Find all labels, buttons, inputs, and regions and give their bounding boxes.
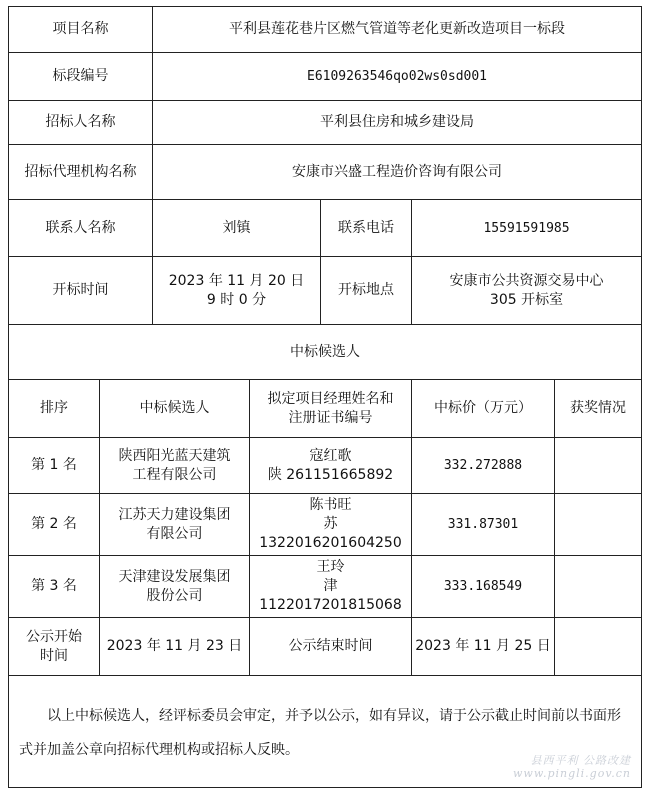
header-candidate: 中标候选人 <box>100 380 250 438</box>
candidate-name-line1: 天津建设发展集团 <box>118 568 231 585</box>
manager-name: 王玲 <box>316 559 345 575</box>
agency-row <box>9 145 642 200</box>
tenderer-label: 招标人名称 <box>9 101 153 145</box>
publicity-end-label: 公示结束时间 <box>250 618 412 676</box>
header-rank: 排序 <box>9 380 100 438</box>
open-place-label: 开标地点 <box>321 257 412 325</box>
candidate-name <box>100 556 250 618</box>
notice-text: 以上中标候选人，经评标委员会审定，并予以公示，如有异议，请于公示截止时间前以书面形式并加盖公章向招标代理机构或招标人反映。 <box>19 707 621 758</box>
watermark-line1: 县西平利 公路改建 <box>530 754 631 767</box>
candidate-manager <box>250 556 412 618</box>
project-name-row <box>9 7 642 53</box>
open-place-line1: 安康市公共资源交易中心 <box>449 272 604 289</box>
publicity-end-value: 2023 年 11 月 25 日 <box>412 618 555 676</box>
open-place-line2: 305 开标室 <box>489 291 564 308</box>
candidates-title-row <box>9 325 642 380</box>
section-no-value: E6109263546qo02ws0sd001 <box>153 53 642 101</box>
contact-label: 联系人名称 <box>9 200 153 257</box>
project-name-value: 平利县莲花巷片区燃气管道等老化更新改造项目一标段 <box>153 7 642 53</box>
opening-row <box>9 257 642 325</box>
open-time-value <box>153 257 321 325</box>
manager-cert: 津 1122017201815068 <box>259 578 402 613</box>
publicity-start-label <box>9 618 100 676</box>
candidate-name-line2: 股份公司 <box>146 587 203 604</box>
candidate-price: 333.168549 <box>412 556 555 618</box>
candidate-name-line2: 工程有限公司 <box>132 466 217 483</box>
open-time-line2: 9 时 0 分 <box>206 291 267 308</box>
candidate-name <box>100 494 250 556</box>
header-manager-line2: 注册证书编号 <box>288 409 373 426</box>
publicity-start-label-line1: 公示开始 <box>26 628 82 645</box>
candidate-name <box>100 438 250 494</box>
table-row <box>9 556 642 618</box>
tenderer-value: 平利县住房和城乡建设局 <box>153 101 642 145</box>
manager-name: 寇红歌 <box>309 447 352 464</box>
open-place-value <box>412 257 642 325</box>
candidate-price: 331.87301 <box>412 494 555 556</box>
section-no-label: 标段编号 <box>9 53 153 101</box>
phone-value: 15591591985 <box>412 200 642 257</box>
agency-value: 安康市兴盛工程造价咨询有限公司 <box>153 145 642 200</box>
contact-value: 刘镇 <box>153 200 321 257</box>
candidate-rank: 第 1 名 <box>9 438 100 494</box>
manager-cert: 苏 1322016201604250 <box>259 516 402 551</box>
manager-name: 陈书旺 <box>309 497 352 513</box>
open-time-line1: 2023 年 11 月 20 日 <box>168 272 305 289</box>
publicity-row <box>9 618 642 676</box>
watermark <box>513 754 631 780</box>
agency-label: 招标代理机构名称 <box>9 145 153 200</box>
header-awards: 获奖情况 <box>555 380 642 438</box>
candidate-price: 332.272888 <box>412 438 555 494</box>
tenderer-row <box>9 101 642 145</box>
candidate-manager <box>250 438 412 494</box>
candidate-awards <box>555 494 642 556</box>
table-row <box>9 438 642 494</box>
candidate-rank: 第 3 名 <box>9 556 100 618</box>
header-manager <box>250 380 412 438</box>
phone-label: 联系电话 <box>321 200 412 257</box>
table-row <box>9 494 642 556</box>
publicity-start-label-line2: 时间 <box>40 647 68 664</box>
manager-cert: 陕 261151665892 <box>267 466 394 483</box>
header-price: 中标价（万元） <box>412 380 555 438</box>
contact-row <box>9 200 642 257</box>
publicity-start-value: 2023 年 11 月 23 日 <box>100 618 250 676</box>
candidate-rank: 第 2 名 <box>9 494 100 556</box>
header-manager-line1: 拟定项目经理姓名和 <box>267 390 394 407</box>
candidate-manager <box>250 494 412 556</box>
candidate-name-line1: 陕西阳光蓝天建筑 <box>118 447 231 464</box>
open-time-label: 开标时间 <box>9 257 153 325</box>
candidates-header-row <box>9 380 642 438</box>
project-name-label: 项目名称 <box>9 7 153 53</box>
candidate-awards <box>555 438 642 494</box>
section-no-row <box>9 53 642 101</box>
candidate-name-line2: 有限公司 <box>146 525 203 542</box>
bid-result-table <box>8 6 642 788</box>
publicity-empty-cell <box>555 618 642 676</box>
watermark-line2: www.pingli.gov.cn <box>513 767 631 780</box>
candidates-section-title: 中标候选人 <box>9 325 642 380</box>
candidate-awards <box>555 556 642 618</box>
candidate-name-line1: 江苏天力建设集团 <box>118 506 231 523</box>
